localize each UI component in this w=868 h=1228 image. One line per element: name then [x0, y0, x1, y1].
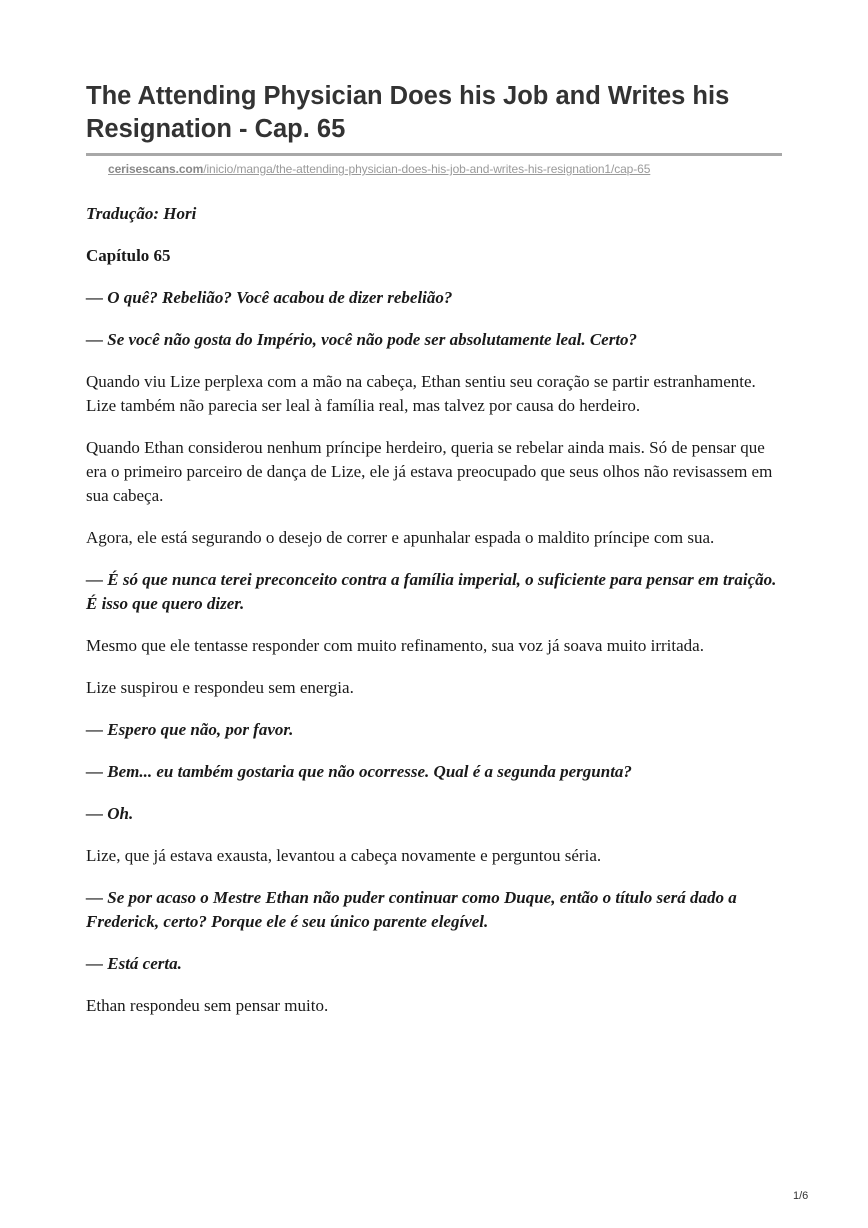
- paragraph: Ethan respondeu sem pensar muito.: [86, 996, 329, 1015]
- paragraph: — É só que nunca terei preconceito contra a família imperial, o suficiente para pensar em traição. É isso que quero dizer.: [86, 570, 777, 613]
- chapter-heading: Capítulo 65: [86, 246, 171, 265]
- page-number: 1/6: [793, 1190, 809, 1202]
- translator-credit: Tradução: Hori: [86, 204, 197, 223]
- chapter-content: [86, 202, 780, 1036]
- source-path: /inicio/manga/the-attending-physician-does-his-job-and-writes-his-resignation1/cap-65: [203, 162, 651, 176]
- paragraph: Agora, ele está segurando o desejo de correr e apunhalar espada o maldito príncipe com sua.: [86, 528, 715, 547]
- paragraph: Quando viu Lize perplexa com a mão na cabeça, Ethan sentiu seu coração se partir estranhamente. Lize também não parecia ser leal à família real, mas talvez por causa do herdeiro.: [86, 372, 756, 415]
- title-divider: [86, 153, 782, 156]
- paragraph: — O quê? Rebelião? Você acabou de dizer rebelião?: [86, 288, 453, 307]
- paragraph: — Se por acaso o Mestre Ethan não puder continuar como Duque, então o título será dado a Frederick, certo? Porque ele é seu único parente elegível.: [86, 888, 737, 931]
- paragraph: — Bem... eu também gostaria que não ocorresse. Qual é a segunda pergunta?: [86, 762, 632, 781]
- paragraph: Lize suspirou e respondeu sem energia.: [86, 678, 354, 697]
- page-title: The Attending Physician Does his Job and Writes his Resignation - Cap. 65: [86, 82, 730, 143]
- source-domain: cerisescans.com: [108, 162, 204, 176]
- paragraph: Mesmo que ele tentasse responder com muito refinamento, sua voz já soava muito irritada.: [86, 636, 704, 655]
- source-link[interactable]: [108, 161, 650, 177]
- paragraph: — Espero que não, por favor.: [86, 720, 294, 739]
- paragraph: Lize, que já estava exausta, levantou a cabeça novamente e perguntou séria.: [86, 846, 602, 865]
- paragraph: — Oh.: [86, 804, 134, 823]
- paragraph: — Se você não gosta do Império, você não pode ser absolutamente leal. Certo?: [86, 330, 638, 349]
- paragraph: — Está certa.: [86, 954, 182, 973]
- paragraph: Quando Ethan considerou nenhum príncipe herdeiro, queria se rebelar ainda mais. Só de pensar que era o primeiro parceiro de dança de Lize, ele já estava preocupado que seus olhos não revisassem em sua cabeça.: [86, 438, 773, 505]
